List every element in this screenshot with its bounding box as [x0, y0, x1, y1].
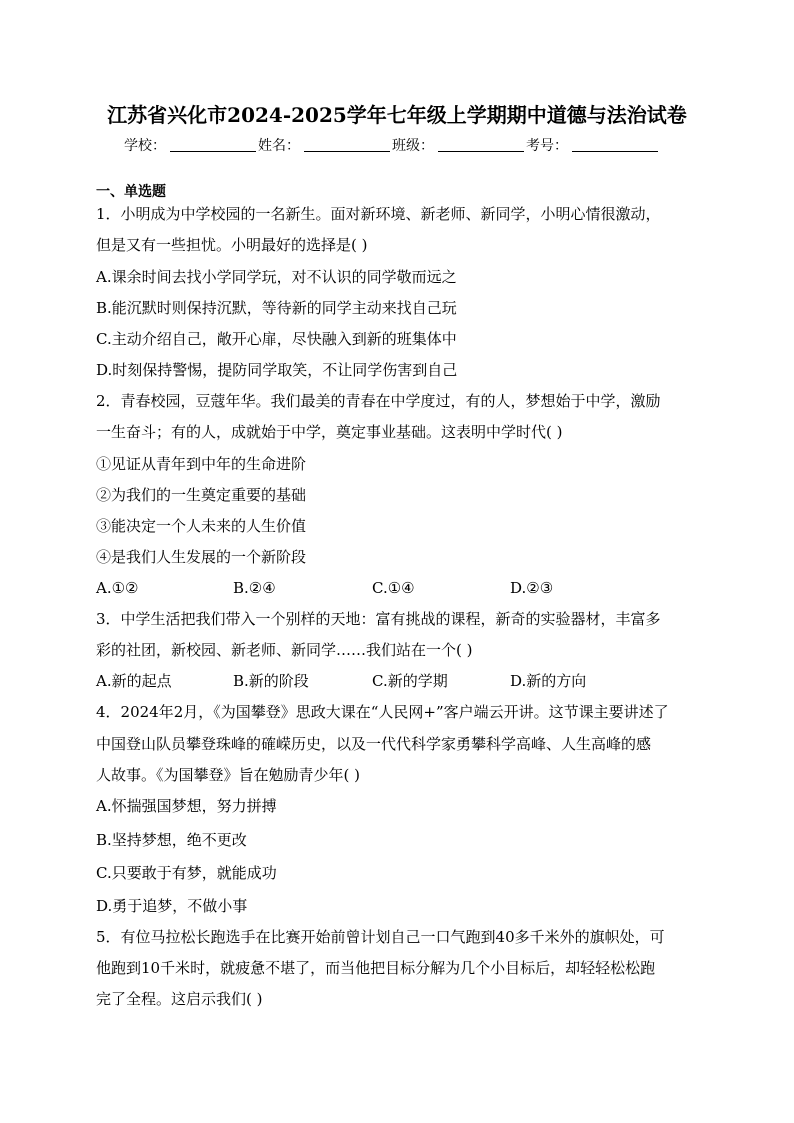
q4-option-c: C.只要敢于有梦，就能成功	[96, 864, 277, 882]
q4-stem-line: 人故事。《为国攀登》旨在勉励青少年( )	[96, 766, 360, 784]
q2-statement-3: ③能决定一个人未来的人生价值	[96, 517, 307, 535]
q3-stem-line: 3．中学生活把我们带入一个别样的天地：富有挑战的课程，新奇的实验器材，丰富多	[96, 610, 661, 628]
section-heading: 一、单选题	[96, 184, 166, 200]
q3-stem-line: 彩的社团，新校园、新老师、新同学……我们站在一个( )	[96, 641, 473, 659]
number-label: 考号：	[526, 138, 568, 154]
class-label: 班级：	[392, 138, 434, 154]
q1-option-b: B.能沉默时则保持沉默，等待新的同学主动来找自己玩	[96, 299, 457, 317]
q3-option-c: C.新的学期	[372, 672, 448, 690]
q2-option-d: D.②③	[510, 579, 554, 597]
q2-option-b: B.②④	[233, 579, 276, 597]
q4-stem-line: 中国登山队员攀登珠峰的確嵘历史，以及一代代科学家勇攀科学高峰、人生高峰的感	[96, 735, 652, 753]
school-blank	[170, 135, 256, 152]
q1-stem-line: 1．小明成为中学校园的一名新生。面对新环境、新老师、新同学，小明心情很激动，	[96, 205, 661, 223]
number-blank	[572, 135, 658, 152]
q3-options-row	[96, 670, 706, 692]
q2-option-a: A.①②	[96, 579, 139, 597]
exam-title: 江苏省兴化市2024-2025学年七年级上学期期中道德与法治试卷	[107, 103, 687, 127]
school-label: 学校：	[124, 138, 166, 154]
q3-option-b: B.新的阶段	[233, 672, 309, 690]
class-blank	[438, 135, 524, 152]
q4-stem-line: 4．2024年2月，《为国攀登》思政大课在“人民网+”客户端云开讲。这节课主要讲述了	[96, 703, 669, 721]
q1-option-d: D.时刻保持警惕，提防同学取笑，不让同学伤害到自己	[96, 361, 458, 379]
q2-statement-1: ①见证从青年到中年的生命进阶	[96, 455, 307, 473]
q5-stem-line: 5．有位马拉松长跑选手在比赛开始前曾计划自己一口气跑到40多千米外的旗帜处，可	[96, 928, 665, 946]
q2-options-row	[96, 577, 706, 599]
q2-statement-4: ④是我们人生发展的一个新阶段	[96, 548, 307, 566]
q2-option-c: C.①④	[372, 579, 415, 597]
q2-statement-2: ②为我们的一生奠定重要的基础	[96, 486, 307, 504]
q5-stem-line: 完了全程。这启示我们( )	[96, 990, 263, 1008]
name-label: 姓名：	[258, 138, 300, 154]
q1-option-a: A.课余时间去找小学同学玩，对不认识的同学敬而远之	[96, 268, 457, 286]
q1-stem-line: 但是又有一些担忧。小明最好的选择是( )	[96, 236, 368, 254]
name-blank	[304, 135, 390, 152]
q4-option-d: D.勇于追梦，不做小事	[96, 897, 248, 915]
q1-option-c: C.主动介绍自己，敞开心扉，尽快融入到新的班集体中	[96, 330, 457, 348]
q2-stem-line: 一生奋斗；有的人，成就始于中学，奠定事业基础。这表明中学时代( )	[96, 423, 563, 441]
q3-option-a: A.新的起点	[96, 672, 172, 690]
q4-option-b: B.坚持梦想，绝不更改	[96, 831, 247, 849]
student-info-line	[124, 134, 684, 158]
q5-stem-line: 他跑到10千米时，就疲惫不堪了，而当他把目标分解为几个小目标后，却轻轻松松跑	[96, 959, 656, 977]
q3-option-d: D.新的方向	[510, 672, 587, 690]
q4-option-a: A.怀揣强国梦想，努力拼搏	[96, 797, 277, 815]
q2-stem-line: 2．青春校园，豆蔻年华。我们最美的青春在中学度过，有的人，梦想始于中学，激励	[96, 392, 661, 410]
